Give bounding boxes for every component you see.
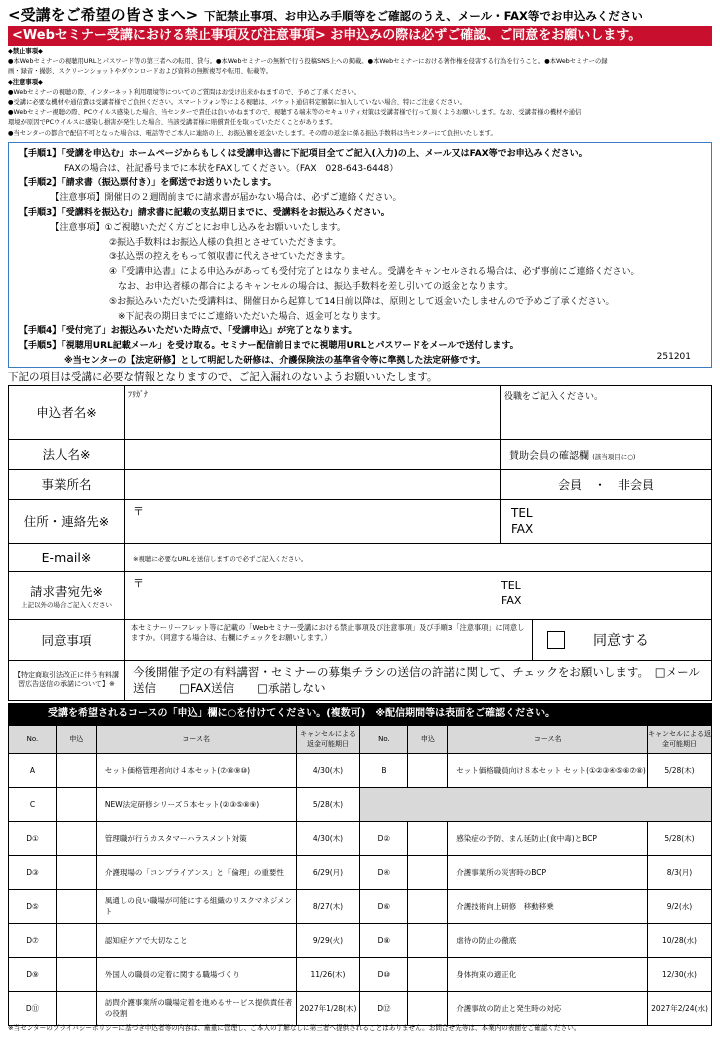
email-label: E-mail※ (9, 543, 125, 571)
postal-mark: 〒 (133, 504, 144, 518)
prohibited-heading: ◆禁止事項◆ (8, 48, 43, 55)
office-field[interactable] (125, 469, 501, 499)
course-name: 認知症ケアで大切なこと (96, 923, 296, 957)
course-name: 管理職が行うカスタマーハラスメント対策 (96, 821, 296, 855)
applicant-name-field[interactable] (125, 385, 501, 439)
course-apply-box[interactable] (408, 821, 448, 855)
application-form-page (8, 4, 712, 1026)
course-table (8, 725, 712, 1026)
header-title: <受講をご希望の皆さまへ> (8, 6, 199, 24)
course-date: 5/28(木) (648, 821, 712, 855)
form-intro: 下記の項目は受講に必要な情報となりますので、ご記入漏れのないようお願いいたします。 (8, 370, 438, 383)
course-apply-box[interactable] (56, 821, 96, 855)
caution-line: ●受講に必要な機材や通信費は受講者様でご負担ください。スマートフォン等による視聴は、パケット通信料定額制に加入していない場合、特にご注意ください。 (8, 99, 466, 107)
col-name: コース名 (96, 725, 296, 753)
course-no: D⑪ (9, 991, 57, 1025)
furigana-label: ﾌﾘｶﾞﾅ (128, 389, 148, 399)
table-row (9, 855, 712, 889)
course-no: D⑩ (360, 957, 408, 991)
course-apply-box[interactable] (408, 889, 448, 923)
course-name: 虐待の防止の徹底 (448, 923, 648, 957)
course-apply-box[interactable] (56, 787, 96, 821)
step-line: なお、お申込者様の都合によるキャンセルの場合は、振込手数料を差し引いての返金となります。 (19, 282, 514, 292)
prohibited-line: ●本Webセミナーの視聴用URLとパスワード等の第三者への転用、貸与。●本Webセミナーの無断で行う投稿SNS上への掲載。●本Webセミナーにおける著作権を侵害する行為を行うこと。●本Webセミナーの録 (8, 58, 608, 66)
rules-notes (8, 47, 712, 139)
course-no: B (360, 753, 408, 787)
office-label: 事業所名 (9, 469, 125, 499)
member-check-label: 賛助会員の確認欄 (509, 450, 589, 462)
billing-tel-label: TEL (501, 578, 521, 592)
col-apply: 申込 (56, 725, 96, 753)
course-banner: 受講を希望されるコースの「申込」欄に○を付けてください。(複数可) ※配信期間等は表面をご確認ください。 (8, 703, 712, 725)
course-name: 訪問介護事業所の職場定着を進めるサービス提供責任者の役割 (96, 991, 296, 1025)
course-name: 外国人の職員の定着に関する職場づくり (96, 957, 296, 991)
consent-text: 本セミナーリーフレット等に記載の「Webセミナー受講における禁止事項及び注意事項」及び手順3「注意事項」に同意しますか。（同意する場合は、右欄にチェックをお願いします。） (125, 620, 533, 660)
course-apply-box[interactable] (408, 991, 448, 1025)
course-name: NEW法定研修シリーズ５本セット(②③⑤⑧⑨) (96, 787, 296, 821)
billing-field[interactable] (125, 571, 712, 619)
course-date: 9/29(火) (296, 923, 360, 957)
application-steps (8, 142, 712, 368)
email-field[interactable] (125, 543, 712, 571)
table-row (9, 991, 712, 1025)
course-name: 介護事業所の災害時のBCP (448, 855, 648, 889)
billing-phone-fax (501, 578, 521, 608)
course-no: D⑥ (360, 889, 408, 923)
table-row (9, 821, 712, 855)
course-date: 2027年2/24(水) (648, 991, 712, 1025)
col-cancel: キャンセルによる返金可能期日 (296, 725, 360, 753)
table-row (9, 957, 712, 991)
member-check-cell (501, 439, 712, 469)
billing-fax-label: FAX (501, 593, 522, 607)
step-line: ⑤お振込みいただいた受講料は、開催日から起算して14日前以降は、原則として返金いたしませんので予めご了承ください。 (19, 296, 615, 307)
consent-label: 同意事項 (9, 619, 125, 660)
webinar-rules-banner: <Webセミナー受講における禁止事項及び注意事項> お申込みの際は必ずご確認、ご同意をお願いします。 (8, 26, 712, 46)
prohibited-line: 画・録音・撮影、スクリーンショットやダウンロードおよび資料の無断複写や転用、転載等。 (8, 68, 273, 76)
step-line: ※当センターの【法定研修】として明記した研修は、介護保険法の基準省令等に準拠した法定研修です。 (19, 355, 486, 366)
position-label: 役職をご記入ください。 (504, 391, 604, 402)
header-subtitle: 下記禁止事項、お申込み手順等をご確認のうえ、メール・FAX等でお申込みください (204, 9, 643, 23)
course-date: 2027年1/28(木) (296, 991, 360, 1025)
step-line: 【手順2】「請求書（振込票付き）」を郵送でお送りいたします。 (19, 178, 277, 189)
applicant-form-table (8, 385, 712, 701)
course-date: 5/28(木) (296, 787, 360, 821)
course-name: 介護事故の防止と発生時の対応 (448, 991, 648, 1025)
table-row (9, 753, 712, 787)
course-name: 介護現場の「コンプライアンス」と「倫理」の重要性 (96, 855, 296, 889)
course-no: D⑨ (9, 957, 57, 991)
billing-note: 上記以外の場合ご記入ください (21, 600, 112, 609)
course-date: 11/26(木) (296, 957, 360, 991)
course-name: 介護技術向上研修 移動移乗 (448, 889, 648, 923)
consent-checkbox[interactable] (547, 631, 565, 649)
tel-label: TEL (511, 506, 533, 521)
course-date: 6/29(月) (296, 855, 360, 889)
course-apply-box[interactable] (408, 957, 448, 991)
course-date: 4/30(木) (296, 753, 360, 787)
table-row (9, 889, 712, 923)
course-name: 風通しの良い職場が可能にする組織のリスクマネジメント (96, 889, 296, 923)
billing-postal-mark: 〒 (133, 576, 144, 590)
col-name: コース名 (448, 725, 648, 753)
course-apply-box[interactable] (408, 923, 448, 957)
phone-fax-field[interactable] (501, 499, 712, 543)
col-apply: 申込 (408, 725, 448, 753)
course-name: 身体拘束の適正化 (448, 957, 648, 991)
step-line: ③払込票の控えをもって領収書に代えさせていただきます。 (19, 252, 351, 263)
billing-cell (9, 571, 125, 619)
course-date: 9/2(水) (648, 889, 712, 923)
corp-field[interactable] (125, 439, 501, 469)
course-apply-box[interactable] (408, 753, 448, 787)
address-field[interactable] (125, 499, 501, 543)
caution-heading: ◆注意事項◆ (8, 78, 43, 86)
member-option[interactable]: 会員 ・ 非会員 (501, 469, 712, 499)
course-name: セット価格職員向け８本セット セット(①②③④⑤⑥⑦⑧) (448, 753, 648, 787)
caution-line: 環境が原因でPCウイルスに感染し損害が発生した場合、当該受講者様に賠償責任を取っていただくことがあります。 (8, 119, 337, 127)
step-line: 【手順4】「受付完了」お振込みいただいた時点で、「受講申込」が完了となります。 (19, 326, 358, 337)
course-no: A (9, 753, 57, 787)
consent-check-area (533, 620, 711, 660)
course-apply-box[interactable] (56, 889, 96, 923)
course-apply-box[interactable] (56, 855, 96, 889)
step-line: 【手順5】「視聴用URL記載メール」を受け取る。セミナー配信前日までに視聴用URLとパスワードをメールで送付します。 (19, 341, 519, 352)
corp-label: 法人名※ (9, 439, 125, 469)
course-no: D⑦ (9, 923, 57, 957)
step-line: FAXの場合は、社記番号までに本状をFAXしてください。（FAX 028-643-6448） (19, 163, 399, 174)
email-note: ※視聴に必要なURLを送信しますので必ずご記入ください。 (133, 554, 308, 563)
applicant-label: 申込者名※ (9, 385, 125, 439)
course-no: D④ (360, 855, 408, 889)
course-no: C (9, 787, 57, 821)
course-date: 10/28(水) (648, 923, 712, 957)
course-date: 8/3(月) (648, 855, 712, 889)
empty-cell (360, 787, 712, 821)
course-apply-box[interactable] (56, 923, 96, 957)
caution-line: ●Webセミナーの視聴の際、インターネット利用環境等についてのご質問はお受け出来かねますので、予めご了承ください。 (8, 88, 361, 96)
step-line: ※下記表の期日までにご連絡いただいた場合、返金可となります。 (19, 311, 386, 322)
privacy-footer: ※当センターのプライバシーポリシーに基づき申込者等の内容は、厳重に管理し、ご本人の了解なしに第三者へ提供されることはありません。お問合せ先等は、本案内の表面をご確認ください。 (8, 1024, 581, 1032)
course-no: D③ (9, 855, 57, 889)
step-line: ④『受講申込書』による申込みがあっても受付完了とはなりません。受講をキャンセルされる場合は、必ず事前にご連絡ください。 (19, 267, 640, 278)
col-cancel: キャンセルによる返金可能期日 (648, 725, 712, 753)
agree-label: 同意する (593, 632, 649, 649)
member-check-note: (該当項目に○) (592, 452, 636, 461)
course-apply-box[interactable] (56, 957, 96, 991)
caution-line: ●当センターの都合で配信不可となった場合は、電話等でご本人に連絡の上、お振込額を返金いたします。その際の返金に係る振込手数料は当センターにて負担いたします。 (8, 129, 497, 137)
course-apply-box[interactable] (56, 753, 96, 787)
course-no: D⑧ (360, 923, 408, 957)
table-row (9, 787, 712, 821)
fax-label: FAX (511, 522, 534, 537)
course-no: D⑫ (360, 991, 408, 1025)
step-line: ②振込手数料はお振込人様の負担とさせていただきます。 (19, 237, 342, 248)
course-date: 5/28(木) (648, 753, 712, 787)
header (8, 4, 712, 26)
position-field[interactable] (501, 385, 712, 439)
table-row (9, 923, 712, 957)
course-apply-box[interactable] (408, 855, 448, 889)
col-no: No. (360, 725, 408, 753)
course-date: 12/30(水) (648, 957, 712, 991)
course-name: セット価格管理者向け４本セット(⑦⑧⑨⑩) (96, 753, 296, 787)
course-no: D② (360, 821, 408, 855)
step-line: 【手順1】「受講を申込む」ホームページからもしくは受講申込書に下記項目全てご記入(入力)の上、メール又はFAX等でお申込みください。 (19, 148, 588, 159)
address-label: 住所・連絡先※ (9, 499, 125, 543)
course-name: 感染症の予防、まん延防止(食中毒)とBCP (448, 821, 648, 855)
document-code: 251201 (656, 352, 691, 363)
ad-consent-label: 【特定商取引法改正に伴う有料講習広告送信の承諾について】※ (9, 660, 125, 700)
step-line: 【注意事項】①ご視聴いただく方ごとにお申し込みをお願いいたします。 (19, 222, 346, 233)
col-no: No. (9, 725, 57, 753)
ad-consent-options[interactable]: 今後開催予定の有料講習・セミナーの募集チラシの送信の許諾に関して、チェックをお願いします。 □メール送信 □FAX送信 □承諾しない (125, 660, 712, 700)
step-line: 【手順3】「受講料を振込む」請求書に記載の支払期日までに、受講料をお振込みください。 (19, 208, 390, 219)
caution-line: ●Webセミナー視聴の際、PCウイルス感染した場合、当センターで責任は負いかねますので、視聴する端末等のセキュリティ対策は受講者様で行って頂くようお願いします。なお、受講者様の機材や通信 (8, 109, 582, 117)
billing-label: 請求書宛先※ (30, 583, 103, 599)
course-no: D① (9, 821, 57, 855)
course-date: 8/27(木) (296, 889, 360, 923)
course-no: D⑤ (9, 889, 57, 923)
course-apply-box[interactable] (56, 991, 96, 1025)
consent-cell (125, 619, 712, 660)
step-line: 【注意事項】開催日の２週間前までに請求書が届かない場合は、必ずご連絡ください。 (19, 193, 402, 204)
course-date: 4/30(木) (296, 821, 360, 855)
